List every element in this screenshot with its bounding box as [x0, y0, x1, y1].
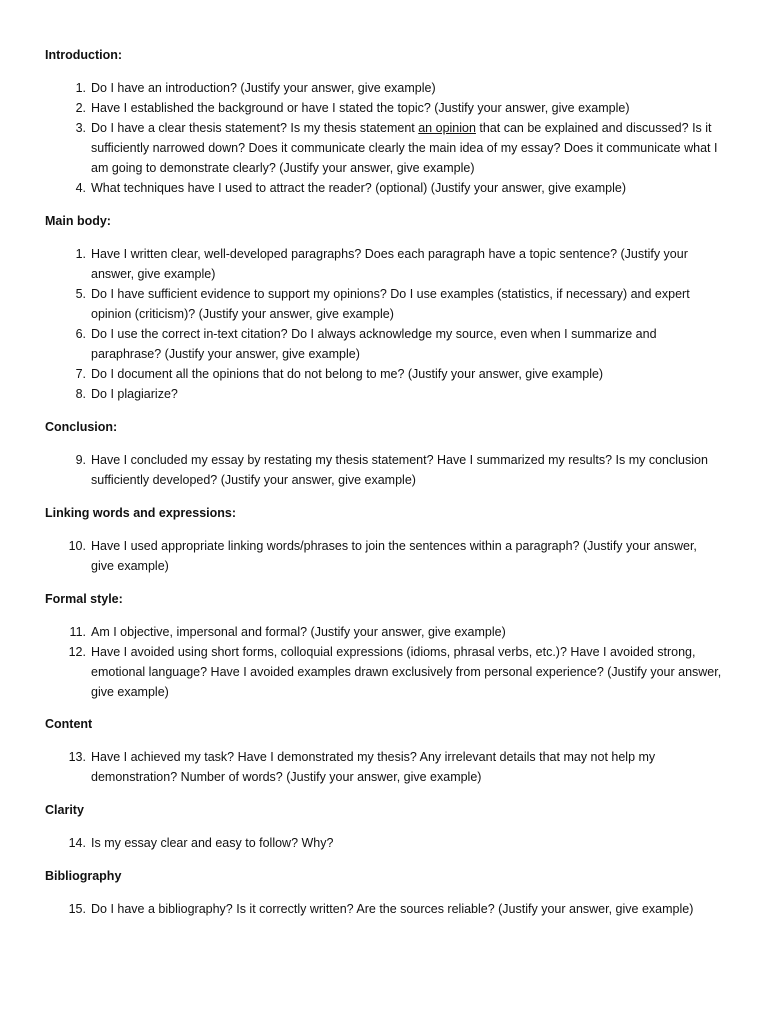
list-item: [66, 324, 722, 364]
item-text-part: Do I have a clear thesis statement? Is my thesis statement: [91, 121, 419, 135]
list-item: [66, 450, 722, 490]
item-text: Do I have a bibliography? Is it correctly written? Are the sources reliable? (Justify your answer, give example): [91, 902, 694, 916]
item-number: 2.: [75, 101, 86, 115]
list-item: [66, 622, 722, 642]
item-text: Do I document all the opinions that do not belong to me? (Justify your answer, give example): [91, 367, 604, 381]
list-item: [66, 364, 722, 384]
section-heading-conclusion: Conclusion:: [45, 420, 118, 434]
item-number: 13.: [68, 750, 86, 764]
item-text: Do I have an introduction? (Justify your answer, give example): [91, 81, 436, 95]
list-item: [66, 384, 722, 404]
item-number: 1.: [75, 247, 86, 261]
item-number: 7.: [75, 367, 86, 381]
item-text: What techniques have I used to attract the reader? (optional) (Justify your answer, give example): [91, 181, 626, 195]
item-number: 6.: [75, 327, 86, 341]
item-text-part: that can be explained and discussed? Is it sufficiently narrowed down? Does it communicate clearly the main idea of my essay? Does it communicate what I am going to demonstrate clearly? (Justify your answer, give example): [91, 121, 718, 175]
item-text: Do I plagiarize?: [91, 387, 178, 401]
section-heading-linking: Linking words and expressions:: [45, 506, 237, 520]
item-text: Have I achieved my task? Have I demonstrated my thesis? Any irrelevant details that may not help my demonstration? Number of words? (Justify your answer, give example): [91, 750, 656, 784]
section-heading-clarity: Clarity: [45, 803, 84, 817]
list-item: [66, 118, 722, 178]
item-text: Is my essay clear and easy to follow? Why?: [91, 836, 334, 850]
item-text: Have I established the background or have I stated the topic? (Justify your answer, give example): [91, 101, 630, 115]
item-number: 10.: [68, 539, 86, 553]
item-number: 1.: [75, 81, 86, 95]
list-item: [66, 536, 722, 576]
item-number: 9.: [75, 453, 86, 467]
item-text: Am I objective, impersonal and formal? (Justify your answer, give example): [91, 625, 506, 639]
item-text: Have I written clear, well-developed paragraphs? Does each paragraph have a topic sentence? (Justify your answer, give example): [91, 247, 688, 281]
underlined-phrase: an opinion: [418, 121, 476, 135]
item-text: Have I used appropriate linking words/phrases to join the sentences within a paragraph? (Justify your answer, give example): [91, 539, 697, 573]
item-number: 12.: [68, 645, 86, 659]
list-item: [66, 244, 722, 284]
item-text: Do I have sufficient evidence to support my opinions? Do I use examples (statistics, if necessary) and expert opinion (criticism)? (Justify your answer, give example): [91, 287, 690, 321]
item-number: 4.: [75, 181, 86, 195]
section-heading-introduction: Introduction:: [45, 48, 123, 62]
item-text: [91, 118, 722, 178]
list-item: [66, 833, 722, 853]
section-heading-bibliography: Bibliography: [45, 869, 122, 883]
list-item: [66, 899, 722, 919]
section-heading-content: Content: [45, 717, 93, 731]
item-number: 14.: [68, 836, 86, 850]
list-item: [66, 284, 722, 324]
item-text: Have I avoided using short forms, colloquial expressions (idioms, phrasal verbs, etc.)? Have I avoided strong, emotional language? Have I avoided examples drawn exclusively from personal experience? (Justify your answer, give example): [91, 645, 722, 699]
section-heading-formal-style: Formal style:: [45, 592, 123, 606]
list-item: [66, 642, 722, 702]
item-text: Do I use the correct in-text citation? Do I always acknowledge my source, even when I summarize and paraphrase? (Justify your answer, give example): [91, 327, 657, 361]
item-number: 5.: [75, 287, 86, 301]
list-item: [66, 178, 722, 198]
section-heading-main-body: Main body:: [45, 214, 111, 228]
item-number: 11.: [69, 625, 86, 639]
list-item: [66, 98, 722, 118]
list-item: [66, 78, 722, 98]
list-item: [66, 747, 722, 787]
item-number: 8.: [75, 387, 86, 401]
item-number: 15.: [68, 902, 86, 916]
item-number: 3.: [75, 121, 86, 135]
item-text: Have I concluded my essay by restating my thesis statement? Have I summarized my results? Is my conclusion sufficiently developed? (Justify your answer, give example): [91, 453, 708, 487]
